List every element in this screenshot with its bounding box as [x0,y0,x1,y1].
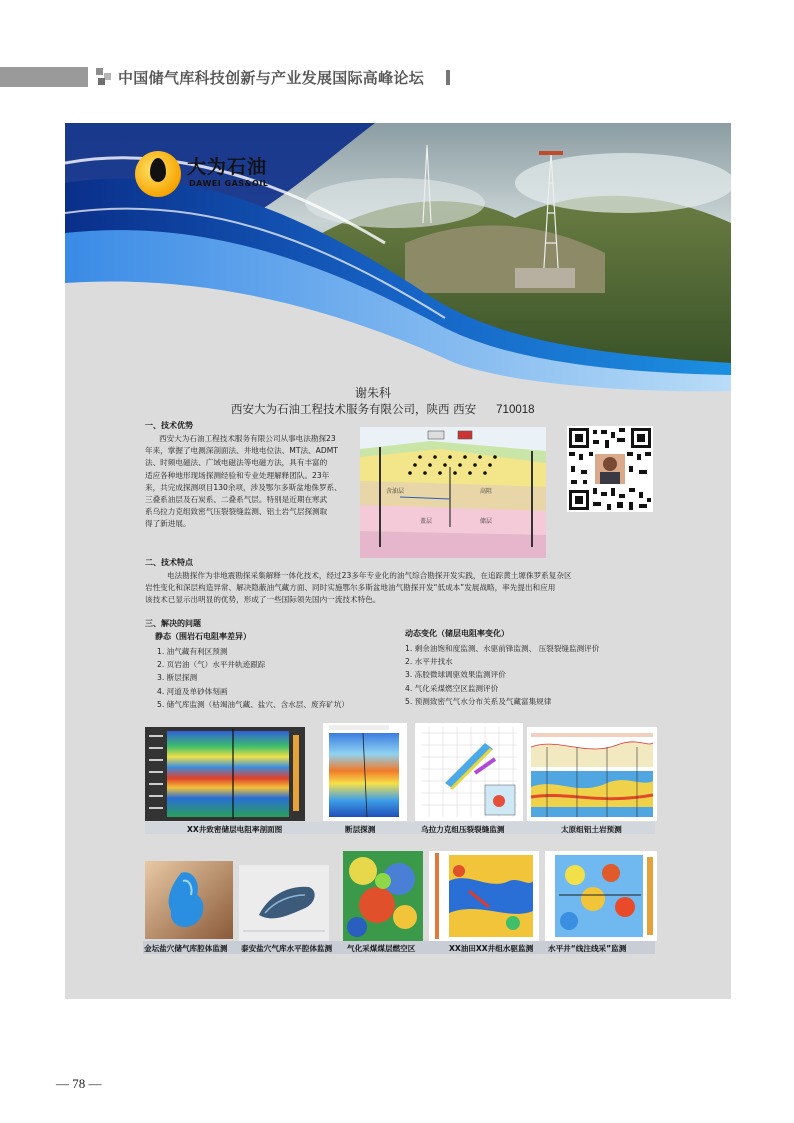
section-2-line: 岩性变化和深层构造异常、解决隐蔽油气藏方面、同时实施鄂尔多斯盆地油气勘探开发“低成本”发展战略，率先提出和应用 [145,583,556,593]
figure-salt-cavern-taian [239,865,329,941]
caption-fracture-monitoring: 乌拉力克组压裂裂缝监测 [421,825,505,834]
author-name: 谢朱科 [355,386,392,400]
caption-horizontal-well-monitoring: 水平井“线注线采”监测 [548,944,627,953]
figure-salt-cavern-jintan [145,861,233,939]
affiliation [231,401,535,417]
logo-text-en: DAWEI GAS&OIL [189,179,269,188]
section-1-line: 来，共完成探测项目130余项，涉及鄂尔多斯盆地侏罗系、 [145,482,342,492]
caption-waterflood-monitoring: XX油田XX井组水驱监测 [449,944,534,953]
header-mark-icon [96,68,114,86]
figure-waterflood-monitoring [429,851,539,941]
qr-code [567,426,653,512]
header-bar [0,67,88,87]
section-1-line: 法、时频电磁法、广域电磁法等电磁方法，具有丰富的 [145,458,328,468]
static-list-item: 1. 油气藏有利区预测 [157,647,228,656]
dynamic-list-item: 2. 水平井找水 [405,657,453,667]
section-2-title: 二、技术特点 [145,558,193,567]
static-list-item: 2. 页岩油（气）水平井轨迹跟踪 [157,660,266,670]
section-1-title: 一、技术优势 [145,421,193,430]
static-list-item: 4. 河道及单砂体刻画 [157,686,228,696]
affiliation-zip: 710018 [496,404,535,416]
affiliation-org: 西安大为石油工程技术服务有限公司，陕西 西安 [231,402,477,416]
caption-bauxite-prediction: 太原组铝土岩预测 [561,825,622,834]
caption-fault-detection: 断层探测 [345,825,376,834]
oil-drop-icon [150,158,166,182]
section-1-body [145,433,342,531]
dynamic-list-item: 4. 气化采煤燃空区监测评价 [405,683,499,693]
section-2-line: 该技术已显示出明显的优势，形成了一些国际领先国内一流技术特色。 [145,595,381,605]
section-1-line: 年来，掌握了电测深剖面法、井地电位法、MT法、ADMT [145,446,338,456]
diagram-label-a: 含油层 [386,488,405,495]
section-1-line: 系乌拉力克组致密气压裂裂缝监测、铝土岩气层探测取 [145,507,328,517]
static-list-item: 3. 断层探测 [157,673,198,683]
header-end-bar [446,70,450,85]
caption-salt-cavern-jintan: 金坛盐穴储气库腔体监测 [144,944,228,953]
figure-bauxite-prediction [527,727,657,821]
section-1-line: 得了新进展。 [145,519,191,529]
page-number: — 78 — [56,1076,102,1091]
diagram-label-b: 高阻 [480,488,493,495]
diagram-label-d: 储层 [480,518,493,525]
section-2-body [145,570,572,607]
caption-resistivity-section: XX井致密储层电阻率剖面图 [187,825,283,834]
figure-resistivity-section [145,727,305,821]
diagram-label-c: 盖层 [420,518,433,525]
poster [65,123,731,999]
section-1-line: 三叠系油层及石炭系、二叠系气层。特别是近期在寒武 [145,495,328,505]
electric-survey-diagram [360,427,546,558]
figure-fracture-monitoring [415,723,523,821]
section-3-title: 三、解决的问题 [145,619,201,628]
section-2-line: 电法勘探作为非地震勘探采集解释一体化技术，经过23多年专业化的油气综合勘探开发实践，在追踪黄土塬侏罗系复杂区 [167,571,572,580]
dynamic-list [405,642,599,708]
static-list-item: 5. 储气库监测（枯竭油气藏、盐穴、含水层、废弃矿坑） [157,699,349,709]
figure-fault-detection [323,723,407,821]
caption-salt-cavern-taian: 泰安盐穴气库水平腔体监测 [241,944,333,953]
dynamic-list-item: 5. 预测致密气气水分布关系及气藏富集规律 [405,696,552,706]
logo-text-cn: 大为石油 [187,156,268,178]
company-logo [135,149,275,201]
dynamic-subtitle: 动态变化（储层电阻率变化） [405,629,509,638]
section-1-line: 西安大为石油工程技术服务有限公司从事电法勘探23 [159,434,336,443]
static-list [157,645,349,711]
dynamic-list-item: 3. 冻胶微球调驱效果监测评价 [405,670,506,680]
static-subtitle: 静态（围岩石电阻率差异） [155,632,251,641]
figure-horizontal-well-monitoring [545,851,657,941]
figure-coal-gasification [343,851,423,941]
page-number-value: 78 [72,1076,86,1091]
dynamic-list-item: 1. 剩余油饱和度监测、水驱前锋监测、 压裂裂缝监测评价 [405,644,600,653]
running-header-title: 中国储气库科技创新与产业发展国际高峰论坛 [118,69,425,87]
section-1-line: 适应各种地形现场探测经验和专业处理解释团队。23年 [145,470,330,480]
caption-coal-gasification: 气化采煤煤层燃空区 [347,944,416,953]
